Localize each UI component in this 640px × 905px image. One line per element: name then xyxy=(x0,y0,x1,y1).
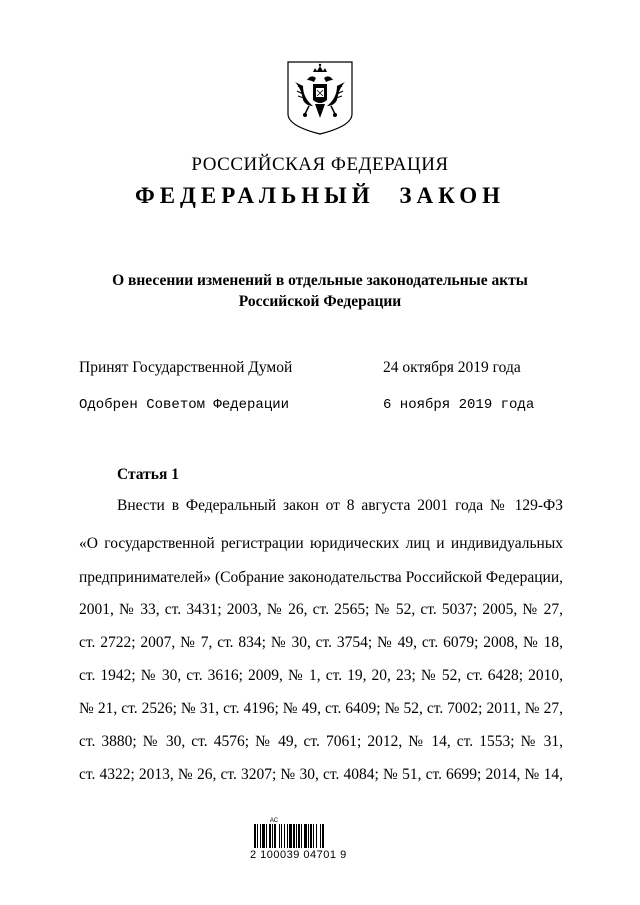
barcode-number: 2 100039 04701 9 xyxy=(250,849,347,861)
duma-adoption-label: Принят Государственной Думой xyxy=(79,359,293,376)
country-name: РОССИЙСКАЯ ФЕДЕРАЦИЯ xyxy=(191,154,449,175)
article-text-line: ст. 4322; 2013, № 26, ст. 3207; № 30, ст. 4084; № 51, ст. 6699; 2014, № 14, xyxy=(79,766,563,783)
barcode-stripe xyxy=(324,824,325,848)
article-text-line: ст. 1942; № 30, ст. 3616; 2009, № 1, ст. 19, 20, 23; № 52, ст. 6428; 2010, xyxy=(79,667,563,684)
barcode-bars xyxy=(254,824,372,848)
russian-coat-of-arms-icon xyxy=(285,60,355,136)
article-text-line: 2001, № 33, ст. 3431; 2003, № 26, ст. 2565; № 52, ст. 5037; 2005, № 27, xyxy=(79,601,563,618)
law-title-line: Российской Федерации xyxy=(238,293,402,310)
barcode xyxy=(250,818,375,861)
article-heading: Статья 1 xyxy=(117,466,179,483)
barcode-mark: АС xyxy=(269,818,279,824)
article-text-line: предпринимателей» (Собрание законодательства Российской Федерации, xyxy=(79,569,563,586)
council-approval-label: Одобрен Советом Федерации xyxy=(79,397,290,413)
council-approval-date: 6 ноября 2019 года xyxy=(383,397,535,413)
article-text-line: ст. 2722; 2007, № 7, ст. 834; № 30, ст. 3754; № 49, ст. 6079; 2008, № 18, xyxy=(79,634,563,651)
duma-adoption-date: 24 октября 2019 года xyxy=(383,359,521,376)
document-type-heading: ФЕДЕРАЛЬНЫЙ ЗАКОН xyxy=(134,183,506,208)
article-text-line: «О государственной регистрации юридических лиц и индивидуальных xyxy=(79,535,563,552)
law-title-line: О внесении изменений в отдельные законодательные акты xyxy=(112,272,528,289)
article-text-line: Внести в Федеральный закон от 8 августа 2001 года № 129-ФЗ xyxy=(117,497,563,514)
article-text-line: № 21, ст. 2526; № 31, ст. 4196; № 49, ст. 6409; № 52, ст. 7002; 2011, № 27, xyxy=(79,700,563,717)
article-text-line: ст. 3880; № 30, ст. 4576; № 49, ст. 7061; 2012, № 14, ст. 1553; № 31, xyxy=(79,733,563,750)
law-title xyxy=(80,270,560,312)
